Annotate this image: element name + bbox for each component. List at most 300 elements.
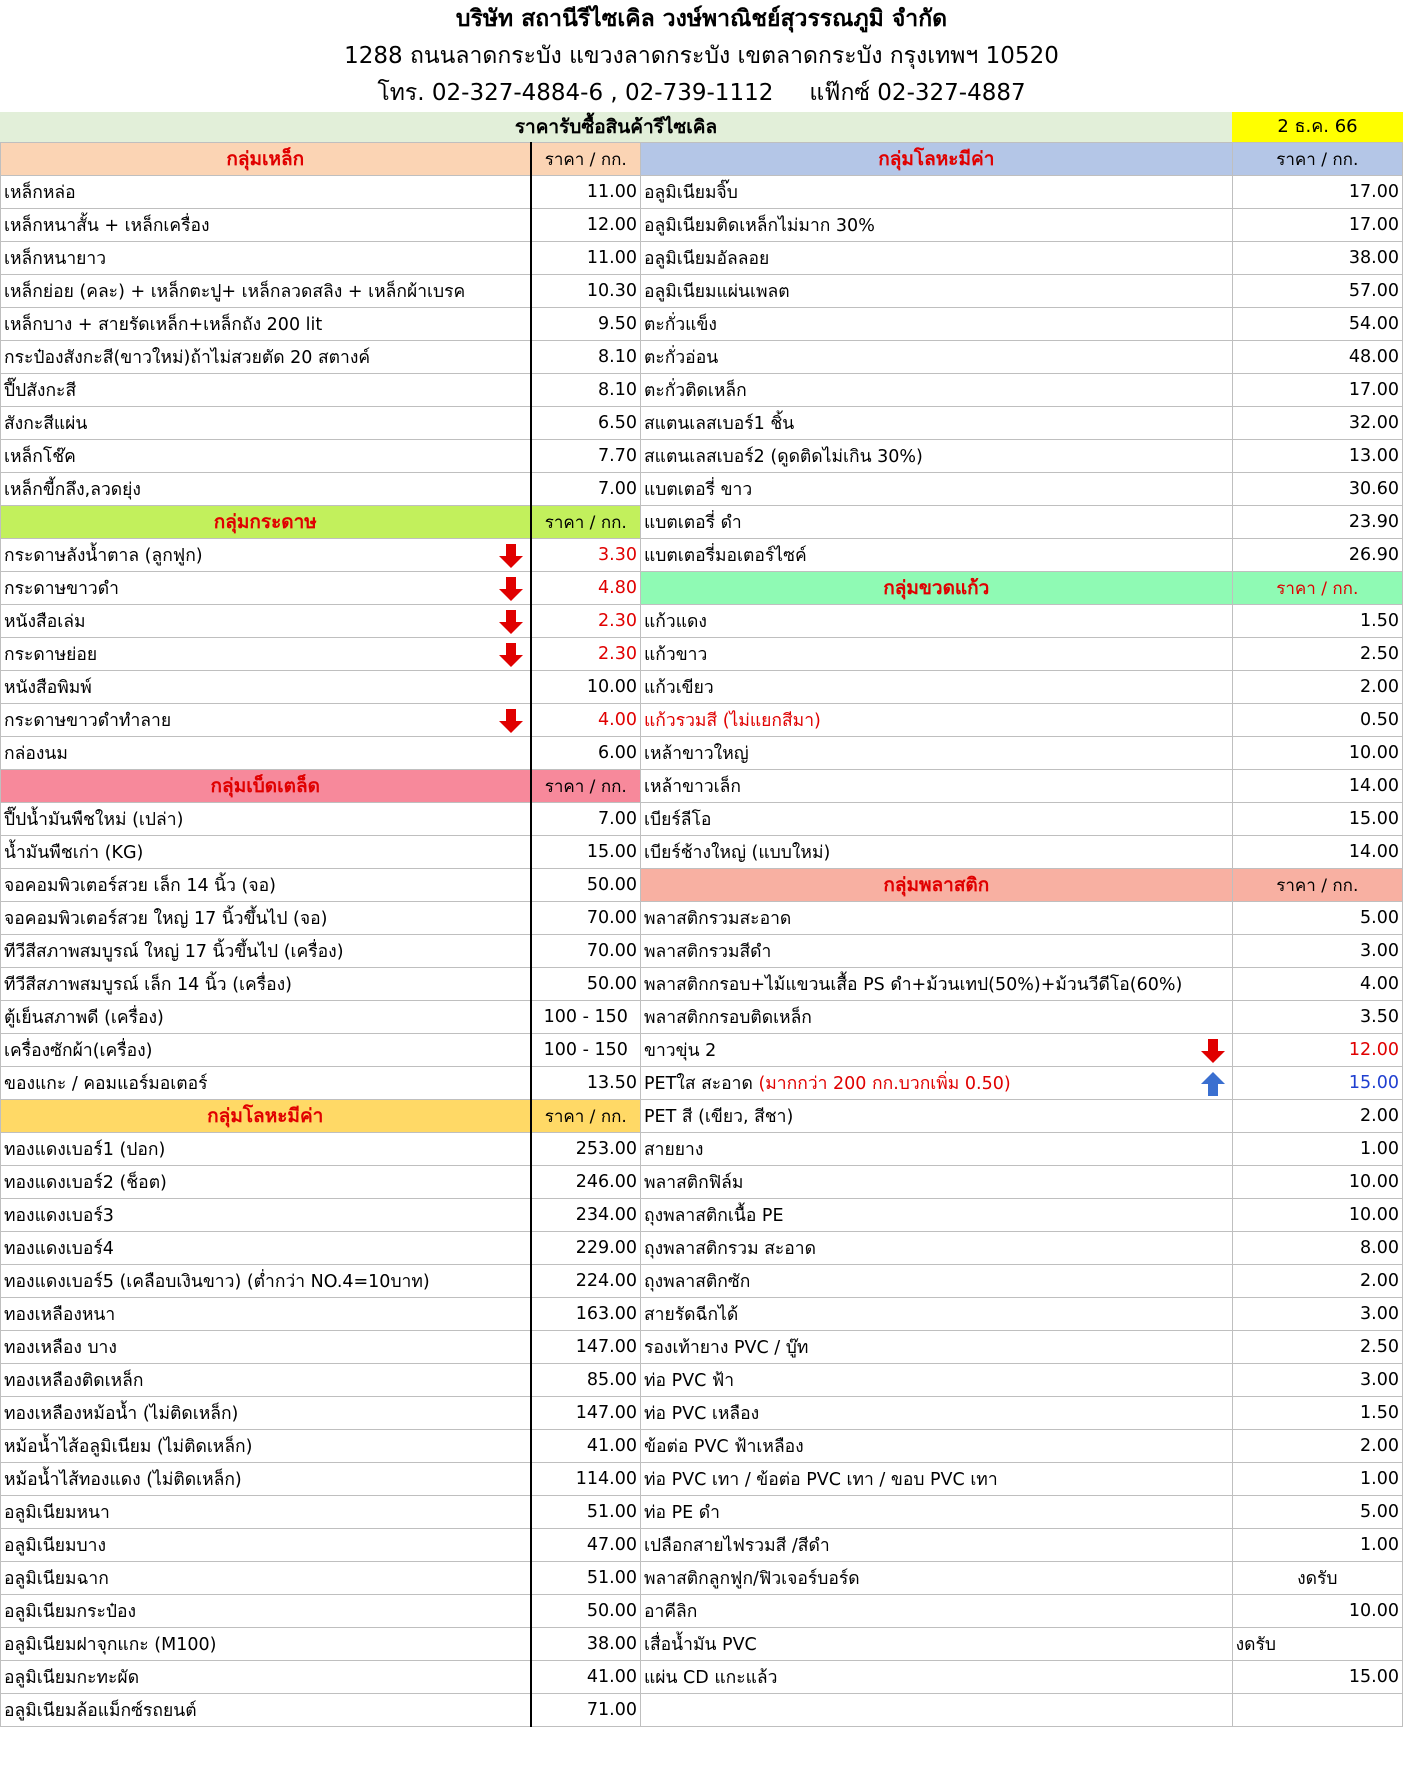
item-price: 7.00 [531, 803, 641, 836]
item-name-text: ทองแดงเบอร์1 (ปอก) [4, 1140, 166, 1160]
item-price: 4.80 [531, 572, 641, 605]
item-name-text: สแตนเลสเบอร์1 ชิ้น [644, 414, 795, 434]
item-price: 4.00 [1232, 968, 1402, 1001]
price-row [1, 374, 641, 407]
price-row [641, 1331, 1403, 1364]
item-name [641, 176, 1233, 209]
item-name-text: ทองเหลืองติดเหล็ก [4, 1371, 144, 1391]
price-row [641, 473, 1403, 506]
item-name-text: แก้วขาว [644, 645, 708, 665]
price-row [1, 1199, 641, 1232]
item-price: 70.00 [531, 902, 641, 935]
price-row [641, 1034, 1403, 1067]
price-row [641, 935, 1403, 968]
item-name-text: อลูมิเนียมกะทะผัด [4, 1668, 140, 1688]
item-name-text: ของแกะ / คอมแอร์มอเตอร์ [4, 1074, 208, 1094]
item-price: 41.00 [531, 1661, 641, 1694]
item-name [641, 374, 1233, 407]
down-arrow-icon [498, 642, 524, 668]
item-name-text: สังกะสีแผ่น [4, 414, 88, 434]
item-name-text: เหล็กบาง + สายรัดเหล็ก+เหล็กถัง 200 lit [4, 315, 323, 335]
item-note: (มากกว่า 200 กก.บวกเพิ่ม 0.50) [752, 1074, 1011, 1094]
price-row [641, 902, 1403, 935]
item-name-text: อลูมิเนียมอัลลอย [644, 249, 770, 269]
item-name-text: ท่อ PVC เทา / ข้อต่อ PVC เทา / ขอบ PVC เทา [644, 1470, 998, 1490]
price-row [641, 770, 1403, 803]
item-name-text: อลูมิเนียมหนา [4, 1503, 110, 1523]
price-row [1, 407, 641, 440]
item-price: 1.50 [1232, 1397, 1402, 1430]
item-name-text: ทองแดงเบอร์4 [4, 1239, 114, 1259]
item-name [1, 869, 531, 902]
item-name [1, 440, 531, 473]
item-name-text: เหล็กย่อย (คละ) + เหล็กตะปู+ เหล็กลวดสลิง + เหล็กผ้าเบรค [4, 282, 466, 302]
item-price: 1.00 [1232, 1463, 1402, 1496]
item-price: 3.50 [1232, 1001, 1402, 1034]
item-name [641, 671, 1233, 704]
price-row [641, 1529, 1403, 1562]
item-price: 14.00 [1232, 770, 1402, 803]
item-name [1, 638, 531, 671]
item-price: 3.30 [531, 539, 641, 572]
item-name-text: พลาสติกลูกฟูก/ฟิวเจอร์บอร์ด [644, 1569, 860, 1589]
item-price: 17.00 [1232, 374, 1402, 407]
item-name-text: อลูมิเนียมติดเหล็กไม่มาก 30% [644, 216, 875, 236]
item-name [1, 1199, 531, 1232]
item-name-text: ทีวีสีสภาพสมบูรณ์ เล็ก 14 นิ้ว (เครื่อง) [4, 975, 292, 995]
group-title: กลุ่มโลหะมีค่า [641, 143, 1233, 176]
price-row [641, 1364, 1403, 1397]
item-price: 2.00 [1232, 1430, 1402, 1463]
price-row [1, 1298, 641, 1331]
item-name [641, 539, 1233, 572]
item-name [1, 1298, 531, 1331]
price-row [641, 1265, 1403, 1298]
price-row [1, 1562, 641, 1595]
item-name-text: น้ำมันพืชเก่า (KG) [4, 843, 144, 863]
price-row [1, 1529, 641, 1562]
down-arrow-icon [498, 576, 524, 602]
item-price: 253.00 [531, 1133, 641, 1166]
item-name-text: หนังสือเล่ม [4, 612, 86, 632]
item-name [1, 1034, 531, 1067]
price-row [641, 671, 1403, 704]
price-row [1, 803, 641, 836]
item-name [641, 1562, 1233, 1595]
item-name [1, 572, 531, 605]
item-name-text: ทองเหลืองหนา [4, 1305, 116, 1325]
item-name-text: แผ่น CD แกะแล้ว [644, 1668, 778, 1688]
price-row [641, 407, 1403, 440]
group-header-row [641, 572, 1403, 605]
item-name [1, 1694, 531, 1727]
item-name [1, 803, 531, 836]
item-name-text: กล่องนม [4, 744, 68, 764]
item-name [641, 902, 1233, 935]
price-row [1, 1133, 641, 1166]
item-price: 147.00 [531, 1397, 641, 1430]
item-name [1, 1595, 531, 1628]
item-name [641, 341, 1233, 374]
price-row [641, 968, 1403, 1001]
item-name-text: อลูมิเนียมแผ่นเพลต [644, 282, 790, 302]
price-row [1, 275, 641, 308]
item-price: 41.00 [531, 1430, 641, 1463]
item-price: 15.00 [1232, 803, 1402, 836]
item-name [1, 176, 531, 209]
item-name-text: พลาสติกรวมสีดำ [644, 942, 772, 962]
price-row [641, 242, 1403, 275]
item-name [641, 935, 1233, 968]
item-name [641, 770, 1233, 803]
item-name [641, 275, 1233, 308]
item-name [641, 1133, 1233, 1166]
item-name [641, 704, 1233, 737]
item-price: 10.00 [531, 671, 641, 704]
group-title: กลุ่มกระดาษ [1, 506, 531, 539]
item-price: 2.00 [1232, 1265, 1402, 1298]
item-name [641, 1265, 1233, 1298]
item-name [1, 1001, 531, 1034]
down-arrow-icon [498, 543, 524, 569]
price-row [641, 209, 1403, 242]
item-name [641, 1529, 1233, 1562]
price-row [1, 935, 641, 968]
item-name-text: พลาสติกกรอบ+ไม้แขวนเสื้อ PS ดำ+ม้วนเทป(50%)+ม้วนวีดีโอ(60%) [644, 975, 1183, 995]
item-name [1, 308, 531, 341]
item-price: 1.00 [1232, 1133, 1402, 1166]
item-price: 38.00 [1232, 242, 1402, 275]
item-name [641, 1067, 1233, 1100]
item-name-text: กระป๋องสังกะสี(ขาวใหม่)ถ้าไม่สวยตัด 20 สตางค์ [4, 348, 371, 368]
company-address: 1288 ถนนลาดกระบัง แขวงลาดกระบัง เขตลาดกระบัง กรุงเทพฯ 10520 [344, 43, 1059, 69]
item-price: 2.30 [531, 638, 641, 671]
price-row [641, 1562, 1403, 1595]
item-price: 8.10 [531, 341, 641, 374]
up-arrow-icon [1200, 1071, 1226, 1097]
item-name [1, 1232, 531, 1265]
item-name [1, 1331, 531, 1364]
item-name [1, 1562, 531, 1595]
price-row [1, 473, 641, 506]
item-price: 6.00 [531, 737, 641, 770]
price-row [1, 737, 641, 770]
item-price: 30.60 [1232, 473, 1402, 506]
item-name [1, 1463, 531, 1496]
group-title: กลุ่มเหล็ก [1, 143, 531, 176]
item-price: 234.00 [531, 1199, 641, 1232]
item-price: 13.00 [1232, 440, 1402, 473]
price-row [1, 605, 641, 638]
price-row [1, 869, 641, 902]
down-arrow-icon [1200, 1038, 1226, 1064]
group-title: กลุ่มโลหะมีค่า [1, 1100, 531, 1133]
item-price: 26.90 [1232, 539, 1402, 572]
item-name-text: เบียร์ช้างใหญ่ (แบบใหม่) [644, 843, 831, 863]
item-name-text: แก้วเขียว [644, 678, 714, 698]
price-row [641, 737, 1403, 770]
group-header-row [641, 869, 1403, 902]
item-price: 15.00 [1232, 1067, 1402, 1100]
price-row [1, 704, 641, 737]
price-row [641, 341, 1403, 374]
item-name [1, 1133, 531, 1166]
item-name-text: เหล็กโช๊ค [4, 447, 76, 467]
price-row [641, 440, 1403, 473]
item-name [641, 638, 1233, 671]
item-price: 8.00 [1232, 1232, 1402, 1265]
price-row [1, 539, 641, 572]
item-name-text: ทองแดงเบอร์5 (เคลือบเงินขาว) (ต่ำกว่า NO.4=10บาท) [4, 1272, 430, 1292]
item-name-text: ท่อ PVC ฟ้า [644, 1371, 735, 1391]
price-row [641, 1298, 1403, 1331]
item-price: 2.00 [1232, 1100, 1402, 1133]
item-price: 100 - 150 [531, 1034, 641, 1067]
item-name-text: ท่อ PE ดำ [644, 1503, 720, 1523]
price-row [1, 1694, 641, 1727]
item-name [641, 803, 1233, 836]
item-price: งดรับ [1232, 1562, 1402, 1595]
item-name-text: กระดาษขาวดำ [4, 579, 119, 599]
group-title: กลุ่มขวดแก้ว [641, 572, 1233, 605]
item-name-text: เหล็กหล่อ [4, 183, 76, 203]
price-row [641, 1430, 1403, 1463]
down-arrow-icon [498, 609, 524, 635]
price-row [641, 803, 1403, 836]
item-name [1, 737, 531, 770]
item-price: 2.00 [1232, 671, 1402, 704]
item-price: 3.00 [1232, 1298, 1402, 1331]
item-name-text: อลูมิเนียมฝาจุกแกะ (M100) [4, 1635, 217, 1655]
price-row [1, 308, 641, 341]
item-name [1, 473, 531, 506]
item-name-text: อาคีลิก [644, 1602, 698, 1622]
item-price: 10.00 [1232, 737, 1402, 770]
group-header-row [1, 770, 641, 803]
price-row [1, 1034, 641, 1067]
item-name-text: เสื่อน้ำมัน PVC [644, 1635, 757, 1655]
item-price: 246.00 [531, 1166, 641, 1199]
price-row [1, 1331, 641, 1364]
item-name [1, 605, 531, 638]
price-row [641, 374, 1403, 407]
item-name-text: ปี๊ปสังกะสี [4, 381, 77, 401]
item-name-text: ขาวขุ่น 2 [644, 1041, 717, 1061]
item-name [1, 1529, 531, 1562]
item-price: 13.50 [531, 1067, 641, 1100]
item-name [641, 1496, 1233, 1529]
item-price: 5.00 [1232, 902, 1402, 935]
item-name-text: อลูมิเนียมจิ๊บ [644, 183, 738, 203]
item-price: 10.00 [1232, 1199, 1402, 1232]
item-name-text: พลาสติกกรอบติดเหล็ก [644, 1008, 812, 1028]
item-name-text: กระดาษขาวดำทำลาย [4, 711, 172, 731]
item-name [641, 836, 1233, 869]
item-name [641, 1100, 1233, 1133]
item-price: 10.00 [1232, 1595, 1402, 1628]
item-price: 3.00 [1232, 935, 1402, 968]
item-name-text: พลาสติกฟิล์ม [644, 1173, 744, 1193]
company-name: บริษัท สถานีรีไซเคิล วงษ์พาณิชย์สุวรรณภูมิ จำกัด [455, 6, 948, 32]
item-price: 6.50 [531, 407, 641, 440]
price-row [641, 1397, 1403, 1430]
item-name-text: พลาสติกรวมสะอาด [644, 909, 792, 929]
price-row [1, 638, 641, 671]
price-per-kg-header: ราคา / กก. [531, 770, 641, 803]
item-price: 17.00 [1232, 209, 1402, 242]
item-name [1, 1265, 531, 1298]
item-price: 229.00 [531, 1232, 641, 1265]
price-row [1, 1661, 641, 1694]
item-price: 2.30 [531, 605, 641, 638]
item-name-text: แบตเตอรี่ ขาว [644, 480, 753, 500]
item-name-text: ทองแดงเบอร์3 [4, 1206, 114, 1226]
item-price: 23.90 [1232, 506, 1402, 539]
item-name-text: เหล็กหนาสั้น + เหล็กเครื่อง [4, 216, 210, 236]
item-price: 70.00 [531, 935, 641, 968]
price-row [1, 1364, 641, 1397]
item-name-text: ท่อ PVC เหลือง [644, 1404, 760, 1424]
item-name [641, 1628, 1233, 1661]
item-name [641, 605, 1233, 638]
price-row [1, 902, 641, 935]
item-name-text: ปี๊ปน้ำมันพืชใหม่ (เปล่า) [4, 810, 184, 830]
item-price: 7.00 [531, 473, 641, 506]
price-row [1, 1067, 641, 1100]
item-name-text: ถุงพลาสติกเนื้อ PE [644, 1206, 784, 1226]
item-price: 10.00 [1232, 1166, 1402, 1199]
price-row [1, 209, 641, 242]
item-price: 50.00 [531, 869, 641, 902]
item-name [641, 440, 1233, 473]
item-name-text: สแตนเลสเบอร์2 (ดูดติดไม่เกิน 30%) [644, 447, 923, 467]
item-name-text: เหล้าขาวเล็ก [644, 777, 741, 797]
item-price: 1.00 [1232, 1529, 1402, 1562]
price-row [641, 308, 1403, 341]
price-row [641, 176, 1403, 209]
item-name [1, 539, 531, 572]
item-name [1, 671, 531, 704]
item-name-text: ตะกั่วติดเหล็ก [644, 381, 747, 401]
item-name-text: ตะกั่วแข็ง [644, 315, 717, 335]
price-list-title-bar [0, 112, 1403, 142]
item-price: งดรับ [1232, 1628, 1402, 1661]
item-name-text: เบียร์ลีโอ [644, 810, 712, 830]
item-name [1, 209, 531, 242]
price-row [641, 1100, 1403, 1133]
phone-numbers: โทร. 02-327-4884-6 , 02-739-1112 [377, 80, 774, 106]
price-row [1, 1232, 641, 1265]
group-header-row [1, 143, 641, 176]
item-price: 2.50 [1232, 1331, 1402, 1364]
item-price: 9.50 [531, 308, 641, 341]
down-arrow-icon [498, 708, 524, 734]
group-title: กลุ่มเบ็ดเตล็ด [1, 770, 531, 803]
item-price: 51.00 [531, 1496, 641, 1529]
price-row [641, 1001, 1403, 1034]
price-row [641, 1694, 1403, 1727]
item-name-text: สายยาง [644, 1140, 704, 1160]
price-per-kg-header: ราคา / กก. [1232, 143, 1402, 176]
price-row [641, 1496, 1403, 1529]
item-name-text: ข้อต่อ PVC ฟ้าเหลือง [644, 1437, 804, 1457]
price-row [1, 1166, 641, 1199]
group-title: กลุ่มพลาสติก [641, 869, 1233, 902]
left-price-table [0, 142, 641, 1727]
price-row [1, 1463, 641, 1496]
item-price: 10.30 [531, 275, 641, 308]
item-name [1, 242, 531, 275]
group-header-row [1, 1100, 641, 1133]
price-row [1, 572, 641, 605]
item-price: 147.00 [531, 1331, 641, 1364]
group-header-row [1, 506, 641, 539]
item-name-text: กระดาษย่อย [4, 645, 98, 665]
price-row [1, 1001, 641, 1034]
item-price: 5.00 [1232, 1496, 1402, 1529]
price-per-kg-header: ราคา / กก. [1232, 869, 1402, 902]
item-price: 48.00 [1232, 341, 1402, 374]
item-name-text: ถุงพลาสติกรวม สะอาด [644, 1239, 816, 1259]
item-name [1, 1661, 531, 1694]
item-name [1, 836, 531, 869]
item-name-text: อลูมิเนียมฉาก [4, 1569, 109, 1589]
item-name [1, 1397, 531, 1430]
item-name-text: PETใส สะอาด [644, 1074, 753, 1094]
item-price: 12.00 [531, 209, 641, 242]
group-header-row [641, 143, 1403, 176]
item-name [1, 1628, 531, 1661]
item-name [1, 1364, 531, 1397]
item-price: 32.00 [1232, 407, 1402, 440]
item-name-text: เครื่องซักผ้า(เครื่อง) [4, 1041, 153, 1061]
price-row [1, 968, 641, 1001]
item-price: 1.50 [1232, 605, 1402, 638]
price-row [1, 1265, 641, 1298]
item-name [1, 968, 531, 1001]
item-name-text: แก้วแดง [644, 612, 707, 632]
price-row [641, 1661, 1403, 1694]
price-row [1, 1628, 641, 1661]
price-list-title: ราคารับซื้อสินค้ารีไซเคิล [514, 116, 718, 138]
price-row [641, 638, 1403, 671]
item-name [641, 1034, 1233, 1067]
item-name-text: เหล็กขี้กลึง,ลวดยุ่ง [4, 480, 141, 500]
price-row [1, 242, 641, 275]
price-row [641, 1133, 1403, 1166]
item-name [641, 737, 1233, 770]
item-price: 71.00 [531, 1694, 641, 1727]
price-row [641, 1463, 1403, 1496]
price-per-kg-header: ราคา / กก. [531, 506, 641, 539]
item-name [1, 1496, 531, 1529]
right-price-table [640, 142, 1403, 1727]
item-name-text: อลูมิเนียมบาง [4, 1536, 106, 1556]
price-row [641, 506, 1403, 539]
item-name [641, 1232, 1233, 1265]
item-price: 0.50 [1232, 704, 1402, 737]
item-name [641, 209, 1233, 242]
price-per-kg-header: ราคา / กก. [531, 1100, 641, 1133]
item-price: 51.00 [531, 1562, 641, 1595]
item-name [1, 704, 531, 737]
item-price: 114.00 [531, 1463, 641, 1496]
price-row [641, 275, 1403, 308]
price-row [641, 1166, 1403, 1199]
item-name [641, 242, 1233, 275]
item-name-text: หนังสือพิมพ์ [4, 678, 92, 698]
item-name-text: PET สี (เขียว, สีชา) [644, 1107, 794, 1127]
